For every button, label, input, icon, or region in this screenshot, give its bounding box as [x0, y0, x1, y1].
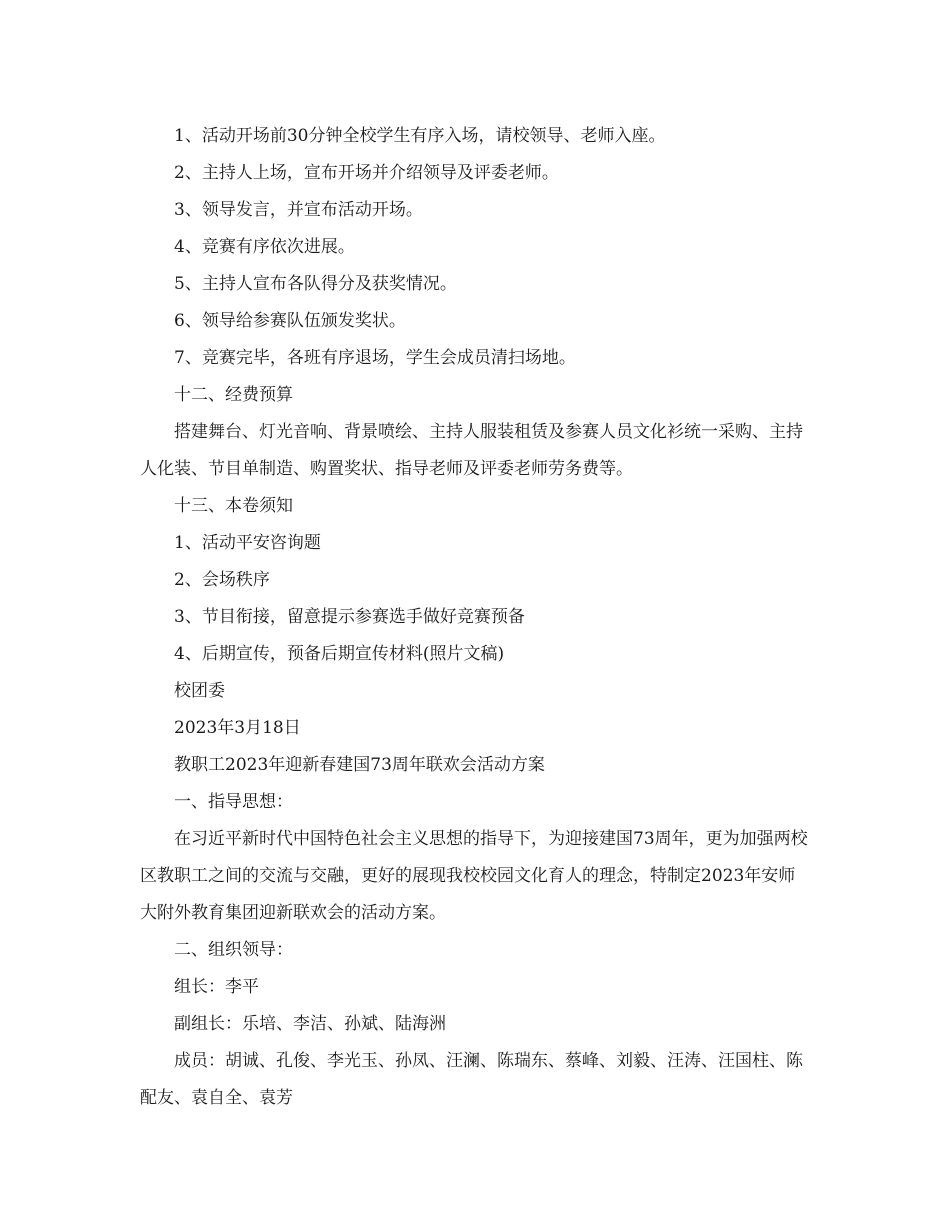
section-heading-budget: 十二、经费预算: [174, 385, 293, 405]
signature-date: 2023年3月18日: [174, 718, 301, 738]
paragraph-note-2: 2、会场秩序: [174, 570, 270, 590]
paragraph-5: 5、主持人宣布各队得分及获奖情况。: [174, 274, 457, 294]
paragraph-6: 6、领导给参赛队伍颁发奖状。: [174, 311, 406, 331]
paragraph-note-4: 4、后期宣传，预备后期宣传材料(照片文稿): [174, 644, 505, 664]
paragraph-note-3: 3、节目衔接，留意提示参赛选手做好竞赛预备: [174, 607, 525, 627]
signature-org: 校团委: [174, 681, 225, 701]
paragraph-guidance: 在习近平新时代中国特色社会主义思想的指导下，为迎接建国73周年，更为加强两校区教职工之间的交流与交融，更好的展现我校校园文化育人的理念，特制定2023年安师大附外教育集团迎新联欢会的活动方案。: [140, 829, 808, 923]
paragraph-leader: 组长：李平: [174, 977, 259, 997]
document-page: [140, 118, 810, 1117]
section-heading-leadership: 二、组织领导：: [174, 940, 293, 960]
section-heading-notes: 十三、本卷须知: [174, 496, 293, 516]
document-title: 教职工2023年迎新春建国73周年联欢会活动方案: [174, 755, 545, 775]
paragraph-budget: 搭建舞台、灯光音响、背景喷绘、主持人服装租赁及参赛人员文化衫统一采购、主持人化装、节目单制造、购置奖状、指导老师及评委老师劳务费等。: [140, 422, 803, 479]
paragraph-note-1: 1、活动平安咨询题: [174, 533, 321, 553]
paragraph-deputy-leaders: 副组长：乐培、李洁、孙斌、陆海洲: [174, 1014, 446, 1034]
paragraph-2: 2、主持人上场，宣布开场并介绍领导及评委老师。: [174, 163, 559, 183]
paragraph-3: 3、领导发言，并宣布活动开场。: [174, 200, 423, 220]
section-heading-guidance: 一、指导思想：: [174, 792, 293, 812]
paragraph-members: 成员：胡诚、孔俊、李光玉、孙凤、汪澜、陈瑞东、蔡峰、刘毅、汪涛、汪国柱、陈配友、袁自全、袁芳: [140, 1051, 803, 1108]
paragraph-1: 1、活动开场前30分钟全校学生有序入场，请校领导、老师入座。: [174, 126, 666, 146]
paragraph-7: 7、竞赛完毕，各班有序退场，学生会成员清扫场地。: [174, 348, 576, 368]
paragraph-4: 4、竞赛有序依次进展。: [174, 237, 355, 257]
